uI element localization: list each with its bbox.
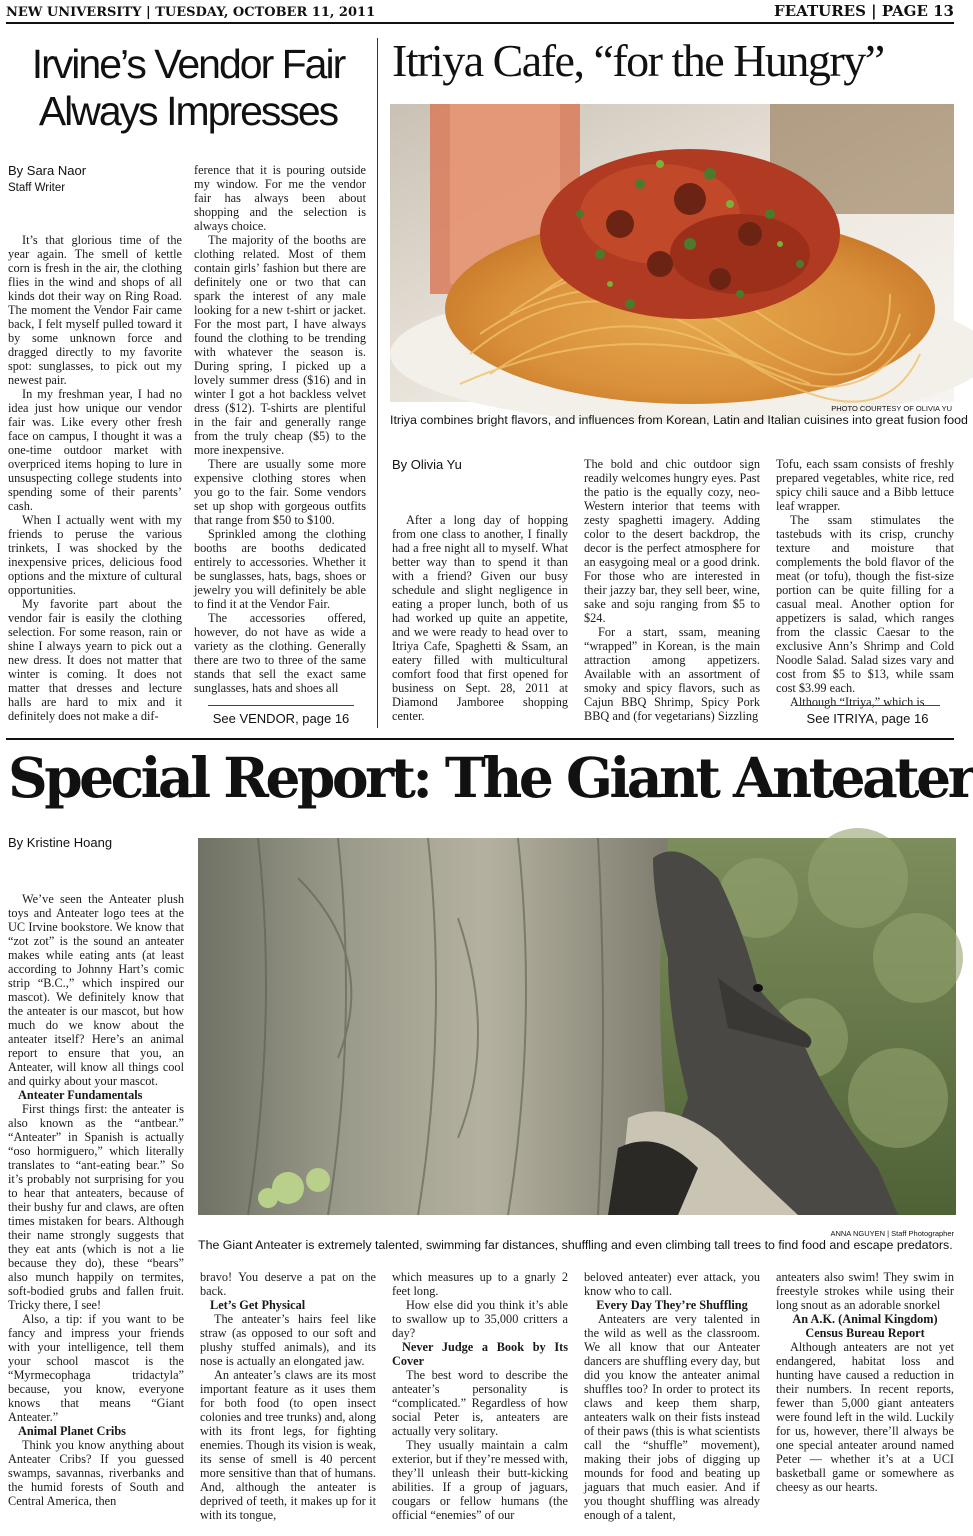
itriya-photo-caption: Itriya combines bright flavors, and influences from Korean, Latin and Italian cuisines into great fusion food (390, 413, 968, 427)
vendor-role: Staff Writer (8, 182, 66, 194)
paragraph: An anteater’s claws are its most important feature as it uses them for both food (to open insect colonies and tree trunks) and, along with its front legs, for fighting enemies. Though its vision is weak, its sense of smell is 40 percent more sensitive than that of humans. And, although the anteater is deprived of teeth, it makes up for it with its tongue, (200, 1368, 376, 1522)
paragraph: They usually maintain a calm exterior, but if they’re messed with, they’ll unleash their butt-kicking abilities. If a group of jaguars, cougars or fellow humans (the official “enemies” of our (392, 1438, 568, 1522)
paragraph: Sprinkled among the clothing booths are booths dedicated entirely to accessories. Whether it be sunglasses, hats, bags, shoes or jewelry you will definitely be able to find it at the Vendor Fair. (194, 527, 366, 611)
paragraph: Anteaters are very talented in the wild as well as the classroom. We all know that our Anteater dancers are shuffling every day, but did you know the anteater animal shuffles too? In order to protect its claws and keep them sharp, anteaters walk on their fists instead of their paws (this is what scientists call the “shuffle” movement), making their jobs of digging up mounds for food and beating up jaguars that much easier. And if you thought shuffling was already enough of a talent, (584, 1312, 760, 1522)
paragraph: My favorite part about the vendor fair is easily the clothing selection. For some reason, rain or shine I always yearn to pick out a new dress. It does not matter that winter is coming. It does not matter that dresses and lecture halls are hard to mix and it definitely does not make a dif- (8, 597, 182, 723)
anteater-column-5 (776, 1270, 954, 1528)
anteater-photo-credit-name: ANNA NGUYEN (830, 1229, 886, 1238)
vendor-byline: By Sara Naor (8, 163, 87, 178)
anteater-column-4 (584, 1270, 760, 1528)
anteater-column-3 (392, 1270, 568, 1528)
anteater-image (198, 838, 956, 1215)
column-divider (377, 38, 378, 728)
paragraph: How else did you think it’s able to swallow up to 35,000 critters a day? (392, 1298, 568, 1340)
subheading: Let’s Get Physical (210, 1298, 306, 1312)
paragraph: We’ve seen the Anteater plush toys and Anteater logo tees at the UC Irvine bookstore. We know that “zot zot” is the sound an anteater makes while eating ants (at least according to Johnny Hart’s comic strip “B.C.,” which inspired our mascot). We definitely know that the anteater is our mascot, but how much do we know about the anteater itself? Here’s an animal report to ensure that you, an Anteater, will know all things cool and quirky about your mascot. (8, 892, 184, 1088)
itriya-column-1 (392, 513, 568, 727)
masthead-section-page: FEATURES | PAGE 13 (774, 2, 954, 20)
section-divider (6, 738, 954, 740)
paragraph: In my freshman year, I had no idea just how unique our vendor fair was. Like every other fresh face on campus, I thought it was a one-time outdoor market with overpriced items hoping to lure in unsuspecting college students into spending some of their parents’ cash. (8, 387, 182, 513)
paragraph: Think you know anything about Anteater Cribs? If you guessed swamps, savannas, riverbanks and the humid forests of South and Central America, then (8, 1438, 184, 1508)
anteater-column-1 (8, 892, 184, 1528)
anteater-photo-credit (700, 1229, 954, 1238)
paragraph: The majority of the booths are clothing related. Most of them contain girls’ fashion but there are definitely one or two that can spark the interest of any male looking for a new t-shirt or jacket. For the most part, I have always found the clothing to be trending with whatever the season is. During spring, I picked up a lovely summer dress ($16) and in winter I got a hot backless velvet dress ($12). T-shirts are plentiful in the fair and generally range from the truly cheap ($5) to the more inexpensive. (194, 233, 366, 457)
paragraph: It’s that glorious time of the year again. The smell of kettle corn is fresh in the air, the clothing flies in the wind and shops of all kinds dot their way on Ring Road. The moment the Vendor Fair came back, I felt myself pulled toward it by some unknown force and dragged directly to my favorite spot: sunglasses, to pick out my newest pair. (8, 233, 182, 387)
paragraph: After a long day of hopping from one class to another, I finally had a free night all to myself. What better way than to spend it than with a friend? Given our busy schedule and slight negligence in eating a proper lunch, both of us had worked up quite an appetite, and we were ready to head over to Itriya Cafe, Spaghetti & Ssam, an eatery filled with multicultural comfort food that first opened for business on Sept. 28, 2011 at Diamond Jamboree shopping center. (392, 513, 568, 723)
paragraph: The bold and chic outdoor sign readily welcomes hungry eyes. Past the patio is the equally cozy, neo-Western interior that teems with zesty spaghetti imagery. Adding color to the desert backdrop, the decor is the perfect atmosphere for an easygoing meal or a good drink. For those who are interested in their jazzy bar, they sell beer, wine, sake and soju ranging from $5 to $24. (584, 457, 760, 625)
subheading: Never Judge a Book by Its Cover (392, 1340, 568, 1368)
anteater-photo (198, 838, 956, 1215)
masthead-date: NEW UNIVERSITY | TUESDAY, OCTOBER 11, 2011 (6, 5, 376, 20)
vendor-headline (8, 41, 368, 134)
anteater-photo-caption: The Giant Anteater is extremely talented, swimming far distances, shuffling and even climbing tall trees to find food and escape predators. (198, 1238, 953, 1252)
itriya-photo-credit: PHOTO COURTESY OF OLIVIA YU (831, 404, 952, 413)
paragraph: which measures up to a gnarly 2 feet long. (392, 1270, 568, 1298)
masthead (6, 4, 954, 24)
itriya-column-2 (584, 457, 760, 727)
anteater-byline: By Kristine Hoang (8, 835, 113, 850)
vendor-jump-link[interactable]: See VENDOR, page 16 (208, 705, 354, 726)
paragraph: Although “Itriya,” which is (790, 695, 925, 709)
spaghetti-photo (390, 104, 954, 402)
paragraph: There are usually some more expensive clothing stores when you go to the fair. Some vendors set up shop with gorgeous outfits that range from $50 to $100. (194, 457, 366, 527)
paragraph: The best word to describe the anteater’s personality is “complicated.” Regardless of how social Peter is, anteaters are actually very solitary. (392, 1368, 568, 1438)
paragraph: First things first: the anteater is also known as the “antbear.” “Anteater” in Spanish is actually “oso hormiguero,” which literally translates to “ant-eating bear.” So it’s probably not surprising for you to hear that anteaters, because of their bushy fur and claws, are often times mistaken for bears. Although their name strongly suggests that they eat ants (which is not a lie because they do), these “bears” also munch happily on termites, soft-bodied grubs and fallen fruit. Tricky there, I see! (8, 1102, 184, 1312)
vendor-column-1 (8, 233, 182, 725)
subheading: An A.K. (Animal Kingdom) Census Bureau Report (792, 1312, 938, 1340)
paragraph: beloved anteater) ever attack, you know who to call. (584, 1270, 760, 1298)
paragraph: ference that it is pouring outside my window. For me the vendor fair has always been about shopping and the selection is always choice. (194, 163, 366, 233)
itriya-jump-link[interactable]: See ITRIYA, page 16 (795, 705, 940, 726)
paragraph: For a start, ssam, meaning “wrapped” in Korean, is the main attraction among appetizers. Available with an assortment of smoky and spicy flavors, such as Cajun BBQ Shrimp, Spicy Pork BBQ and (for vegetarians) Sizzling (584, 625, 760, 723)
anteater-column-2 (200, 1270, 376, 1528)
paragraph: Although anteaters are not yet endangered, habitat loss and hunting have caused a reduction in their numbers. In recent reports, fewer than 5,000 giant anteaters were found left in the wild. Luckily for us, however, there’ll always be one special anteater around named Peter — whether it’s at a UCI basketball game or somewhere as cheesy as our hearts. (776, 1340, 954, 1494)
paragraph: Also, a tip: if you want to be fancy and impress your friends with your intelligence, tell them your school mascot is the “Myrmecophaga tridactyla” because, you know, everyone knows that means “Giant Anteater.” (8, 1312, 184, 1424)
paragraph: anteaters also swim! They swim in freestyle strokes while using their long snout as an adorable snorkel (776, 1270, 954, 1312)
vendor-headline-line2: Always Impresses (38, 88, 338, 134)
vendor-column-2 (194, 163, 366, 696)
paragraph: Tofu, each ssam consists of freshly prepared vegetables, white rice, red spicy chili sauce and a Bibb lettuce leaf wrapper. (776, 457, 954, 513)
subheading: Every Day They’re Shuffling (596, 1298, 748, 1312)
subheading: Animal Planet Cribs (18, 1424, 126, 1438)
paragraph: When I actually went with my friends to peruse the various trinkets, I was shocked by the inexpensive prices, delicious food options and the mixture of cultural opportunities. (8, 513, 182, 597)
anteater-headline: Special Report: The Giant Anteater (8, 745, 973, 810)
paragraph: The ssam stimulates the tastebuds with its crisp, crunchy texture and moisture that complements the bold flavor of the meat (or tofu), though the fist-size portion can be quite filling for a casual meal. Another option for appetizers is salad, which ranges from the classic Caesar to the exclusive Ann’s Shrimp and Cold Noodle Salad. Salad sizes vary and cost from $5 to $13, while ssam cost $3.99 each. (776, 513, 954, 695)
anteater-photo-credit-role: | Staff Photographer (887, 1229, 954, 1238)
paragraph: bravo! You deserve a pat on the back. (200, 1270, 376, 1298)
itriya-headline: Itriya Cafe, “for the Hungry” (392, 35, 884, 86)
itriya-byline: By Olivia Yu (392, 457, 462, 472)
paragraph: The anteater’s hairs feel like straw (as opposed to our soft and plushy stuffed animals), and its nose is actually an elongated jaw. (200, 1312, 376, 1368)
itriya-column-3 (776, 457, 954, 709)
spaghetti-image (390, 104, 954, 402)
vendor-headline-line1: Irvine’s Vendor Fair (31, 41, 345, 87)
paragraph: The accessories offered, however, do not have as wide a variety as the clothing. Generally there are two to three of the same stands that sell the exact same sunglasses, hats and shoes all (194, 611, 366, 695)
subheading: Anteater Fundamentals (18, 1088, 143, 1102)
